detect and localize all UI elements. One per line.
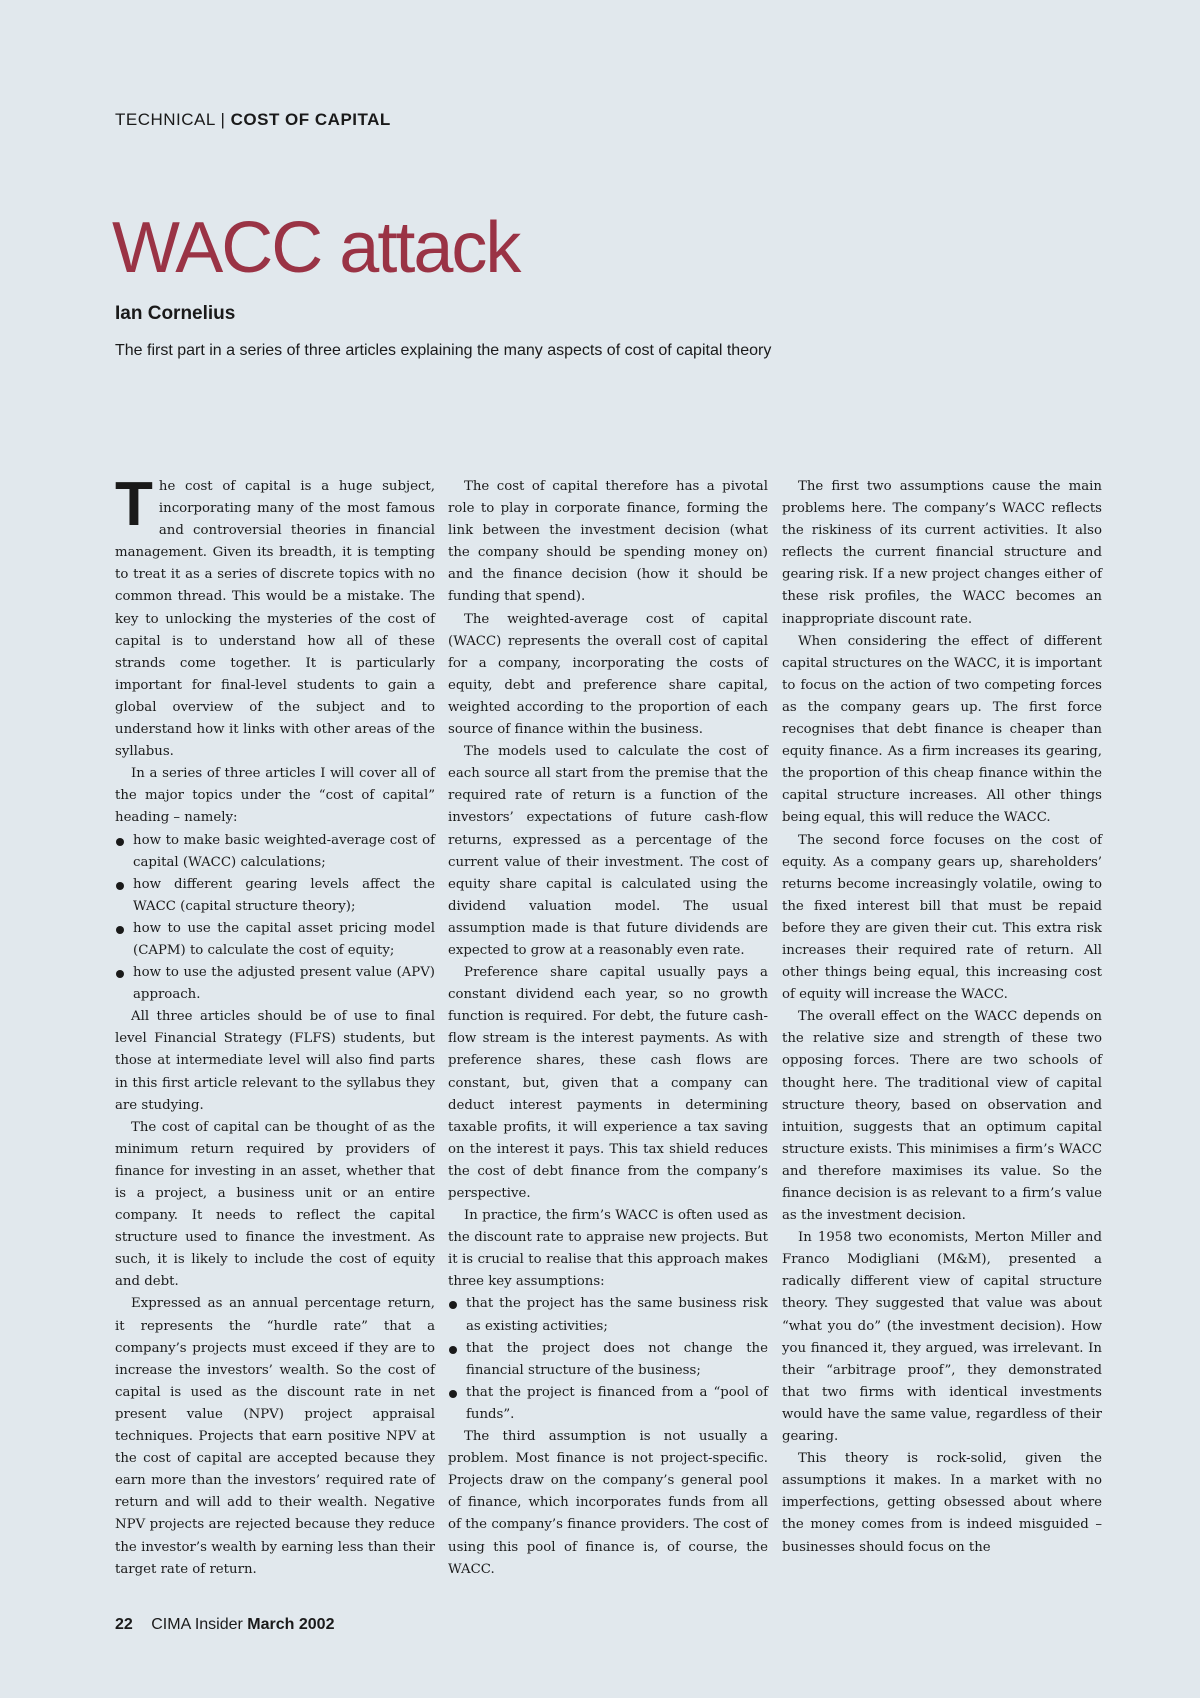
- paragraph: Expressed as an annual percentage return, it represents the “hurdle rate” that a company’s projects must exceed if they are to increase the investors’ wealth. So the cost of capital is used as the discount rate in net present value (NPV) project appraisal techniques. Projects that earn positive NPV at the cost of capital are accepted because they earn more than the investors’ required rate of return and will add to their wealth. Negative NPV projects are rejected because they reduce the investor’s wealth by earning less than their target rate of return.: [115, 1296, 435, 1577]
- paragraph: The first two assumptions cause the main problems here. The company’s WACC reflects the riskiness of its current activities. It also reflects the current financial structure and gearing risk. If a new project changes either of these risk profiles, the WACC becomes an inappropriate discount rate.: [782, 479, 1102, 627]
- body-column-2: [448, 476, 768, 1581]
- paragraph-text: he cost of capital is a huge subject, incorporating many of the most famous and controversial theories in financial management. Given its breadth, it is tempting to treat it as a series of discrete topics with no common thread. This would be a mistake. The key to unlocking the mysteries of the cost of capital is to understand how all of these strands come together. It is particularly important for final-level students to gain a global overview of the subject and to understand how it links with other areas of the syllabus.: [115, 479, 435, 760]
- assumptions-list: [448, 1293, 768, 1426]
- page-number: 22: [115, 1616, 133, 1633]
- topic-list: [115, 830, 435, 1007]
- section-topic: COST OF CAPITAL: [230, 110, 391, 129]
- paragraph: The models used to calculate the cost of each source all start from the premise that the required rate of return is a function of the investors’ expectations of future cash-flow returns, expressed as a percentage of the current value of their investment. The cost of equity share capital is calculated using the dividend valuation model. The usual assumption made is that future dividends are expected to grow at a reasonably even rate.: [448, 744, 768, 958]
- list-item: how different gearing levels affect the WACC (capital structure theory);: [115, 874, 435, 918]
- paragraph: In practice, the firm’s WACC is often used as the discount rate to appraise new projects. But it is crucial to realise that this approach makes three key assumptions:: [448, 1208, 768, 1290]
- publication-name: CIMA Insider: [151, 1616, 243, 1633]
- page-footer: [115, 1616, 334, 1634]
- section-name: TECHNICAL: [115, 110, 216, 129]
- body-column-3: [782, 476, 1102, 1559]
- drop-cap: T: [115, 470, 153, 539]
- article-standfirst: The first part in a series of three articles explaining the many aspects of cost of capital theory: [115, 342, 772, 359]
- list-item: that the project has the same business risk as existing activities;: [448, 1293, 768, 1337]
- paragraph: The weighted-average cost of capital (WACC) represents the overall cost of capital for a company, incorporating the costs of equity, debt and preference share capital, weighted according to the proportion of each source of finance within the business.: [448, 611, 768, 738]
- paragraph: This theory is rock-solid, given the assumptions it makes. In a market with no imperfections, getting obsessed about where the money comes from is indeed misguided – businesses should focus on the: [782, 1451, 1102, 1555]
- paragraph: In a series of three articles I will cover all of the major topics under the “cost of capital” heading – namely:: [115, 766, 435, 826]
- paragraph: The cost of capital therefore has a pivotal role to play in corporate finance, forming the link between the investment decision (what the company should be spending money on) and the finance decision (how it should be funding that spend).: [448, 479, 768, 605]
- list-item: how to make basic weighted-average cost of capital (WACC) calculations;: [115, 830, 435, 874]
- paragraph: [115, 470, 435, 763]
- list-item: that the project does not change the financial structure of the business;: [448, 1338, 768, 1382]
- list-item: how to use the capital asset pricing model (CAPM) to calculate the cost of equity;: [115, 918, 435, 962]
- paragraph: The overall effect on the WACC depends on the relative size and strength of these two opposing forces. There are two schools of thought here. The traditional view of capital structure theory, based on observation and intuition, suggests that an optimum capital structure exists. This minimises a firm’s WACC and therefore maximises its value. So the finance decision is as relevant to a firm’s value as the investment decision.: [782, 1009, 1102, 1224]
- paragraph: The second force focuses on the cost of equity. As a company gears up, shareholders’ returns become increasingly volatile, owing to the fixed interest bill that must be repaid before they are given their cut. This extra risk increases their required rate of return. All other things being equal, this increasing cost of equity will increase the WACC.: [782, 832, 1102, 1003]
- issue-date: March 2002: [247, 1616, 335, 1633]
- list-item: that the project is financed from a “pool of funds”.: [448, 1382, 768, 1426]
- paragraph: Preference share capital usually pays a constant dividend each year, so no growth function is required. For debt, the future cash-flow stream is the interest payments. As with preference shares, these cash flows are constant, but, given that a company can deduct interest payments in determining taxable profits, it will experience a tax saving on the interest it pays. This tax shield reduces the cost of debt finance from the company’s perspective.: [448, 965, 768, 1201]
- section-label: [115, 110, 391, 130]
- paragraph: All three articles should be of use to final level Financial Strategy (FLFS) students, but those at intermediate level will also find parts in this first article relevant to the syllabus they are studying.: [115, 1009, 435, 1113]
- paragraph: The third assumption is not usually a problem. Most finance is not project-specific. Projects draw on the company’s general pool of finance, which incorporates funds from all of the company’s finance providers. The cost of using this pool of finance is, of course, the WACC.: [448, 1429, 768, 1577]
- article-author: Ian Cornelius: [115, 303, 236, 324]
- paragraph: When considering the effect of different capital structures on the WACC, it is important to focus on the action of two competing forces as the company gears up. The first force recognises that debt finance is cheaper than equity finance. As a firm increases its gearing, the proportion of this cheap finance within the capital structure increases. All other things being equal, this will reduce the WACC.: [782, 633, 1102, 826]
- paragraph: The cost of capital can be thought of as the minimum return required by providers of finance for investing in an asset, whether that is a project, a business unit or an entire company. It needs to reflect the capital structure used to finance the investment. As such, it is likely to include the cost of equity and debt.: [115, 1119, 435, 1290]
- body-column-1: [115, 470, 435, 1581]
- section-separator: |: [220, 110, 226, 129]
- list-item: how to use the adjusted present value (APV) approach.: [115, 962, 435, 1006]
- article-title: WACC attack: [112, 208, 520, 288]
- paragraph: In 1958 two economists, Merton Miller and Franco Modigliani (M&M), presented a radically different view of capital structure theory. They suggested that value was about “what you do” (the investment decision). How you financed it, they argued, was irrelevant. In their “arbitrage proof”, they demonstrated that two firms with identical investments would have the same value, regardless of their gearing.: [782, 1230, 1102, 1445]
